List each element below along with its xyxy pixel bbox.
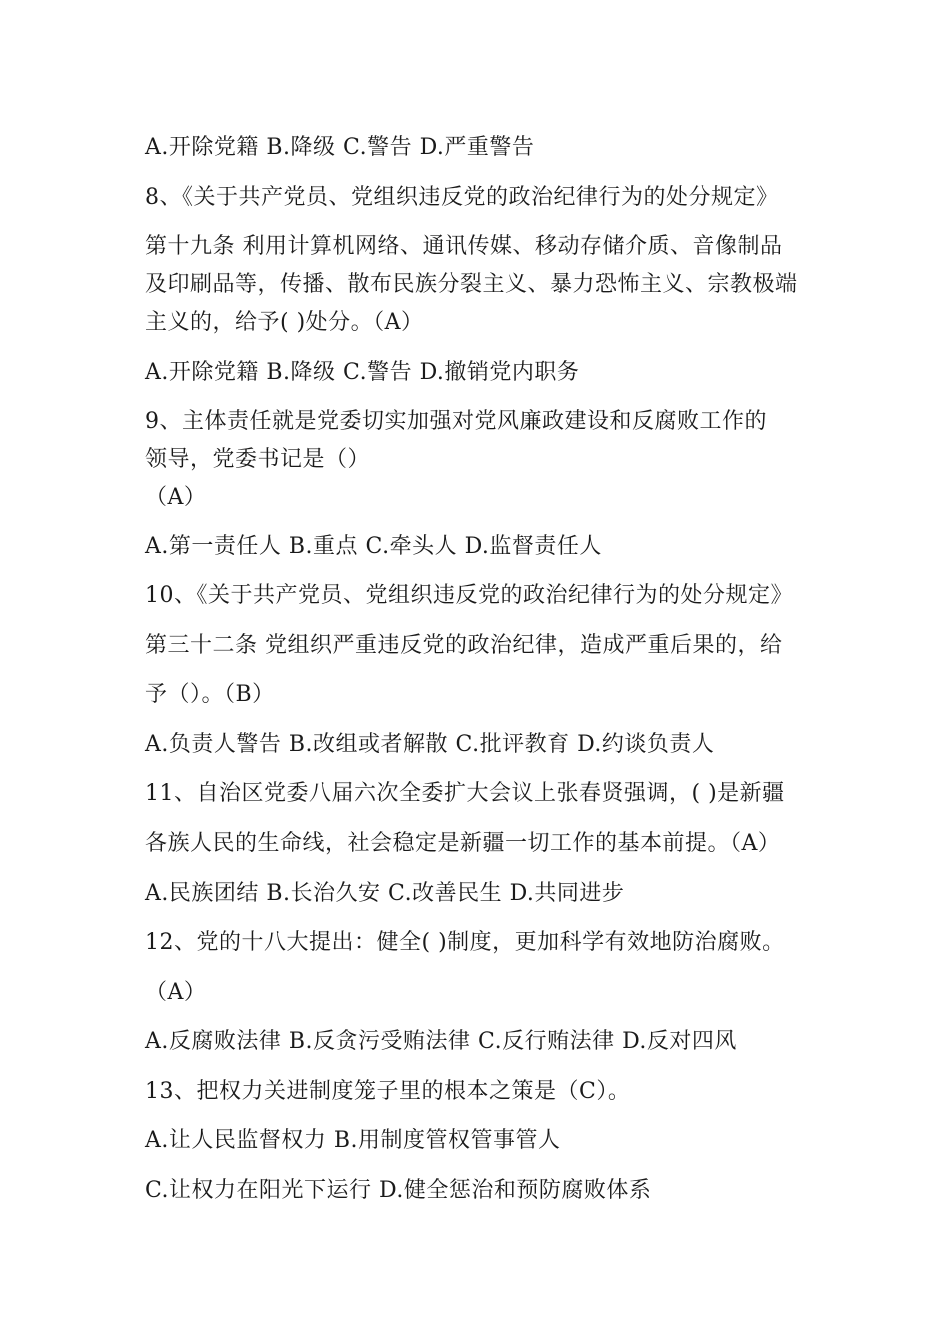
- question-10-line-3: 予（）。（B）: [145, 682, 275, 707]
- question-9-answer: （A）: [145, 485, 207, 510]
- question-13-line-1: 13、把权力关进制度笼子里的根本之策是（C）。: [145, 1079, 631, 1104]
- question-8-line-4: 主义的，给予( )处分。（A）: [145, 310, 424, 335]
- answer-options-q13-line-1: A.让人民监督权力 B.用制度管权管事管人: [145, 1128, 561, 1153]
- question-8-line-2: 第十九条 利用计算机网络、通讯传媒、移动存储介质、音像制品: [145, 234, 783, 259]
- question-12-answer: （A）: [145, 980, 207, 1005]
- question-10-line-1: 10、《关于共产党员、党组织违反党的政治纪律行为的处分规定》: [145, 583, 793, 608]
- question-12-line-1: 12、党的十八大提出：健全( )制度，更加科学有效地防治腐败。: [145, 930, 785, 955]
- question-11-line-1: 11、自治区党委八届六次全委扩大会议上张春贤强调，( )是新疆: [145, 781, 785, 806]
- question-10-line-2: 第三十二条 党组织严重违反党的政治纪律，造成严重后果的，给: [145, 633, 783, 658]
- answer-options-q12: A.反腐败法律 B.反贪污受贿法律 C.反行贿法律 D.反对四风: [145, 1029, 737, 1054]
- answer-options-q7: A.开除党籍 B.降级 C.警告 D.严重警告: [145, 135, 535, 160]
- question-8-line-1: 8、《关于共产党员、党组织违反党的政治纪律行为的处分规定》: [145, 185, 779, 210]
- answer-options-q10: A.负责人警告 B.改组或者解散 C.批评教育 D.约谈负责人: [145, 732, 715, 757]
- question-9-line-1: 9、主体责任就是党委切实加强对党风廉政建设和反腐败工作的: [145, 409, 767, 434]
- answer-options-q8: A.开除党籍 B.降级 C.警告 D.撤销党内职务: [145, 360, 580, 385]
- answer-options-q13-line-2: C.让权力在阳光下运行 D.健全惩治和预防腐败体系: [145, 1178, 652, 1203]
- answer-options-q11: A.民族团结 B.长治久安 C.改善民生 D.共同进步: [145, 881, 625, 906]
- answer-options-q9: A.第一责任人 B.重点 C.牵头人 D.监督责任人: [145, 534, 602, 559]
- question-11-line-2: 各族人民的生命线，社会稳定是新疆一切工作的基本前提。（A）: [145, 831, 781, 856]
- question-9-line-2: 领导，党委书记是（）: [145, 447, 371, 472]
- question-8-line-3: 及印刷品等，传播、散布民族分裂主义、暴力恐怖主义、宗教极端: [145, 272, 798, 297]
